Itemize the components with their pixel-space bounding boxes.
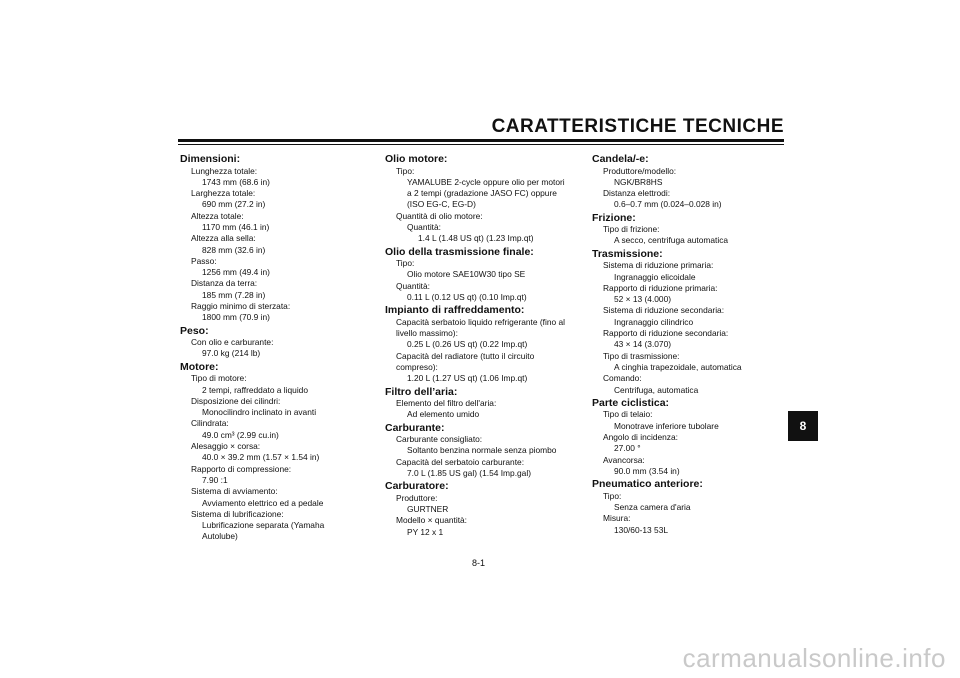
spec-label: Altezza totale:: [191, 210, 244, 221]
spec-value: 1170 mm (46.1 in): [202, 221, 270, 232]
spec-value: Centrifuga, automatica: [614, 384, 699, 395]
spec-value: 1256 mm (49.4 in): [202, 267, 270, 278]
spec-value: 828 mm (32.6 in): [202, 244, 266, 255]
spec-label: Carburante consigliato:: [396, 434, 483, 445]
spec-value: Ad elemento umido: [407, 409, 480, 420]
spec-value: Monotrave inferiore tubolare: [614, 420, 719, 431]
section-heading: Candela/-e:: [592, 153, 649, 165]
spec-label: Tipo:: [603, 490, 622, 501]
spec-label: Produttore:: [396, 492, 438, 503]
spec-value: 1.20 L (1.27 US qt) (1.06 Imp.qt): [407, 373, 528, 384]
spec-value: Senza camera d'aria: [614, 501, 691, 512]
spec-label: Larghezza totale:: [191, 188, 256, 199]
spec-value: Ingranaggio cilindrico: [614, 316, 694, 327]
section-heading: Filtro dell’aria:: [385, 385, 458, 398]
spec-label: livello massimo):: [396, 328, 458, 339]
spec-label: Disposizione dei cilindri:: [191, 395, 281, 406]
section-heading: Pneumatico anteriore:: [592, 478, 703, 491]
section-heading: Dimensioni:: [180, 153, 241, 165]
spec-label: Distanza elettrodi:: [603, 188, 671, 199]
spec-value: A secco, centrifuga automatica: [614, 235, 729, 246]
spec-value: 1743 mm (68.6 in): [202, 176, 270, 187]
spec-column-1: [180, 152, 370, 543]
spec-value: 97.0 kg (214 lb): [202, 348, 261, 359]
spec-value: Soltanto benzina normale senza piombo: [407, 445, 557, 456]
spec-label: Modello × quantità:: [396, 515, 468, 526]
spec-label: Tipo di motore:: [191, 373, 247, 384]
spec-label: Misura:: [603, 513, 631, 524]
spec-value: Monocilindro inclinato in avanti: [202, 407, 317, 418]
spec-label: Alesaggio × corsa:: [191, 441, 261, 452]
spec-value: 90.0 mm (3.54 in): [614, 465, 680, 476]
spec-label: Capacità del radiatore (tutto il circuito: [396, 350, 535, 361]
spec-value: Quantità:: [407, 221, 441, 232]
spec-column-2: [385, 152, 577, 538]
spec-value: NGK/BR8HS: [614, 176, 663, 187]
spec-label: Tipo:: [396, 258, 415, 269]
spec-label: Cilindrata:: [191, 418, 229, 429]
spec-label: Produttore/modello:: [603, 165, 677, 176]
spec-value: 185 mm (7.28 in): [202, 289, 266, 300]
spec-column-3: [592, 152, 784, 536]
spec-label: Tipo di telaio:: [603, 409, 653, 420]
spec-value: Autolube): [202, 531, 238, 542]
spec-value: a 2 tempi (gradazione JASO FC) oppure: [407, 188, 557, 199]
section-heading: Impianto di raffreddamento:: [385, 304, 525, 317]
header-rule-thick: [178, 139, 784, 142]
spec-label: Sistema di riduzione primaria:: [603, 260, 714, 271]
spec-value: 7.0 L (1.85 US gal) (1.54 Imp.gal): [407, 468, 531, 479]
section-heading: Frizione:: [592, 211, 636, 224]
spec-value: YAMALUBE 2-cycle oppure olio per motori: [407, 176, 565, 187]
spec-label: Capacità del serbatoio carburante:: [396, 456, 525, 467]
spec-label: Altezza alla sella:: [191, 233, 256, 244]
spec-label: Rapporto di compressione:: [191, 463, 292, 474]
spec-value: 130/60-13 53L: [614, 524, 669, 535]
watermark: carmanualsonline.info: [682, 643, 946, 673]
spec-value: 0.25 L (0.26 US qt) (0.22 Imp.qt): [407, 339, 528, 350]
page-title: CARATTERISTICHE TECNICHE: [491, 116, 784, 137]
spec-value: Olio motore SAE10W30 tipo SE: [407, 269, 526, 280]
spec-label: Elemento del filtro dell'aria:: [396, 398, 497, 409]
spec-value: Avviamento elettrico ed a pedale: [202, 497, 324, 508]
spec-label: Con olio e carburante:: [191, 337, 274, 348]
spec-value: 690 mm (27.2 in): [202, 199, 266, 210]
spec-value: Ingranaggio elicoidale: [614, 271, 696, 282]
spec-value: GURTNER: [407, 504, 449, 515]
page-number: 8-1: [472, 558, 486, 568]
spec-value: 40.0 × 39.2 mm (1.57 × 1.54 in): [202, 452, 320, 463]
spec-value: (ISO EG-C, EG-D): [407, 199, 476, 210]
spec-label: Angolo di incidenza:: [603, 431, 678, 442]
spec-label: Tipo di trasmissione:: [603, 350, 680, 361]
spec-label: Rapporto di riduzione primaria:: [603, 282, 718, 293]
spec-value: 0.11 L (0.12 US qt) (0.10 Imp.qt): [407, 291, 527, 302]
spec-value: 27.00 °: [614, 443, 641, 454]
spec-value: A cinghia trapezoidale, automatica: [614, 361, 742, 372]
chapter-tab: 8: [788, 411, 818, 441]
spec-label: Lunghezza totale:: [191, 165, 258, 176]
spec-label: Sistema di avviamento:: [191, 486, 278, 497]
spec-value: 2 tempi, raffreddato a liquido: [202, 384, 308, 395]
spec-label: Capacità serbatoio liquido refrigerante (fino al: [396, 316, 565, 327]
section-heading: Parte ciclistica:: [592, 396, 670, 409]
spec-label: Tipo di frizione:: [603, 224, 660, 235]
spec-label: Sistema di lubrificazione:: [191, 508, 284, 519]
spec-label: compreso):: [396, 361, 438, 372]
section-heading: Carburatore:: [385, 480, 449, 493]
spec-label: Comando:: [603, 373, 642, 384]
section-heading: Trasmissione:: [592, 247, 663, 260]
spec-value: 52 × 13 (4.000): [614, 294, 672, 305]
section-heading: Olio motore:: [385, 153, 448, 165]
spec-label: Sistema di riduzione secondaria:: [603, 305, 725, 316]
spec-value: Lubrificazione separata (Yamaha: [202, 520, 325, 531]
spec-value: 49.0 cm³ (2.99 cu.in): [202, 429, 279, 440]
section-heading: Peso:: [180, 324, 209, 337]
spec-value: 7.90 :1: [202, 474, 228, 485]
spec-label: Distanza da terra:: [191, 278, 258, 289]
spec-label: Tipo:: [396, 165, 415, 176]
spec-value: 0.6–0.7 mm (0.024–0.028 in): [614, 199, 722, 210]
section-heading: Carburante:: [385, 421, 445, 434]
section-heading: Motore:: [180, 360, 219, 373]
spec-label: Quantità:: [396, 280, 430, 291]
spec-value: 1800 mm (70.9 in): [202, 312, 270, 323]
section-heading: Olio della trasmissione finale:: [385, 245, 534, 258]
spec-label: Avancorsa:: [603, 454, 645, 465]
spec-label: Raggio minimo di sterzata:: [191, 301, 291, 312]
spec-label: Quantità di olio motore:: [396, 210, 483, 221]
spec-label: Passo:: [191, 255, 217, 266]
spec-value: 43 × 14 (3.070): [614, 339, 672, 350]
spec-value: PY 12 x 1: [407, 526, 444, 537]
spec-label: Rapporto di riduzione secondaria:: [603, 328, 729, 339]
header-rule-thin: [178, 144, 784, 145]
spec-value: 1.4 L (1.48 US qt) (1.23 Imp.qt): [418, 233, 534, 244]
